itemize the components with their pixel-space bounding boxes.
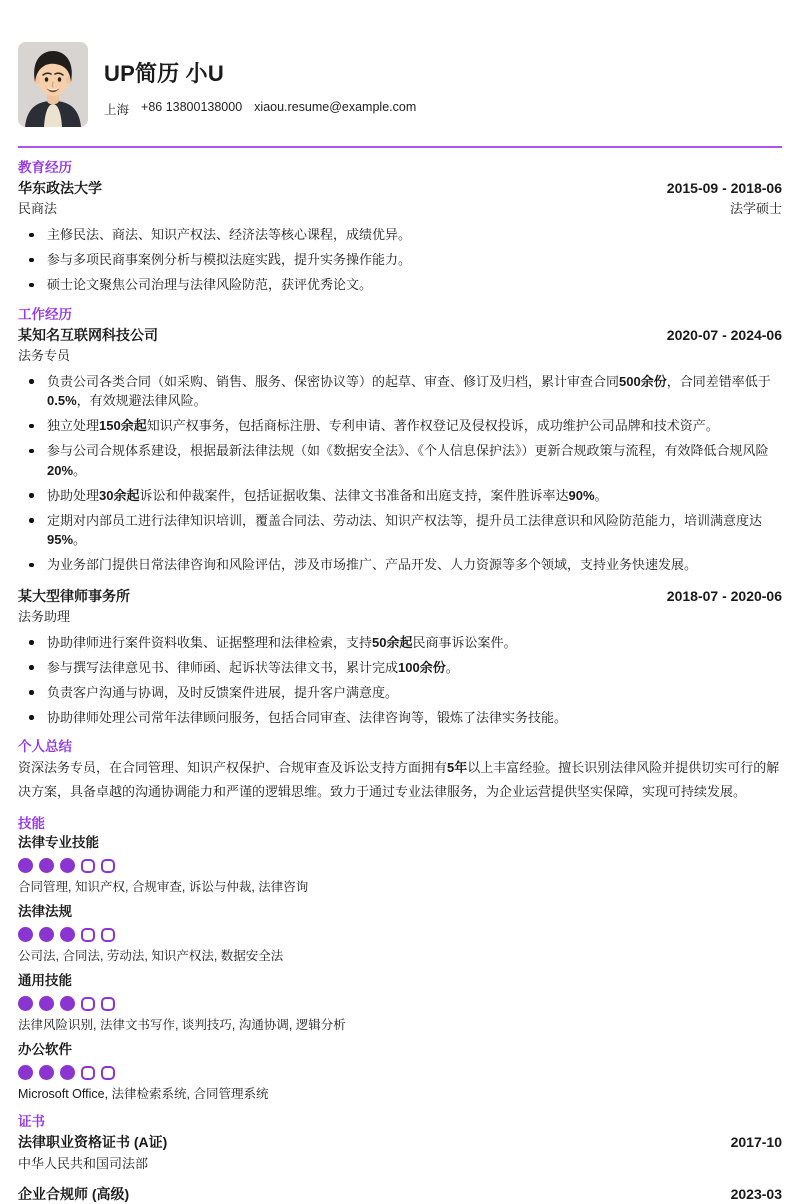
bullet-item: 主修民法、商法、知识产权法、经济法等核心课程，成绩优异。 bbox=[18, 225, 782, 245]
skill-group bbox=[18, 903, 782, 964]
skill-dot-filled-icon bbox=[60, 996, 75, 1011]
location-text: 上海 bbox=[104, 103, 130, 117]
skill-level-dots bbox=[18, 858, 782, 873]
avatar bbox=[18, 42, 88, 127]
skill-dot-filled-icon bbox=[60, 858, 75, 873]
skill-dot-filled-icon bbox=[18, 927, 33, 942]
bullet-item: 独立处理150余起知识产权事务，包括商标注册、专利申请、著作权登记及侵权投诉，成功维护公司品牌和技术资产。 bbox=[18, 416, 782, 436]
skill-group bbox=[18, 972, 782, 1033]
bullet-item: 协助律师处理公司常年法律顾问服务，包括合同审查、法律咨询等，锻炼了法律实务技能。 bbox=[18, 708, 782, 728]
skill-dot-filled-icon bbox=[60, 927, 75, 942]
skill-dot-empty-icon bbox=[81, 1066, 95, 1080]
skill-dot-empty-icon bbox=[81, 928, 95, 942]
section-skills bbox=[18, 815, 782, 1102]
bullet-item: 为业务部门提供日常法律咨询和风险评估，涉及市场推广、产品开发、人力资源等多个领域，支持业务快速发展。 bbox=[18, 555, 782, 575]
certificate-issuer: 中华人民共和国司法部 bbox=[18, 1156, 149, 1171]
skill-dot-empty-icon bbox=[101, 859, 115, 873]
section-summary bbox=[18, 738, 782, 804]
bullet-item: 负责客户沟通与协调，及时反馈案件进展，提升客户满意度。 bbox=[18, 683, 782, 703]
skill-dot-filled-icon bbox=[60, 1065, 75, 1080]
skill-dot-empty-icon bbox=[81, 859, 95, 873]
skill-group bbox=[18, 834, 782, 895]
section-title-skills: 技能 bbox=[18, 816, 45, 831]
bullet-item: 负责公司各类合同（如采购、销售、服务、保密协议等）的起草、审查、修订及归档，累计审查合同500余份，合同差错率低于0.5%，有效规避法律风险。 bbox=[18, 372, 782, 411]
skill-items: 合同管理, 知识产权, 合规审查, 诉讼与仲裁, 法律咨询 bbox=[18, 880, 309, 894]
skill-dot-filled-icon bbox=[18, 858, 33, 873]
education-date: 2015-09 - 2018-06 bbox=[666, 180, 782, 196]
skill-dot-empty-icon bbox=[101, 997, 115, 1011]
work-entry bbox=[18, 587, 782, 728]
job-title: 法务专员 bbox=[18, 347, 71, 363]
bullet-item: 硕士论文聚焦公司治理与法律风险防范，获评优秀论文。 bbox=[18, 275, 782, 295]
work-date: 2020-07 - 2024-06 bbox=[666, 326, 782, 343]
skill-dot-filled-icon bbox=[39, 858, 54, 873]
skill-dot-empty-icon bbox=[81, 997, 95, 1011]
skill-group-name: 法律法规 bbox=[18, 904, 72, 919]
section-title-education: 教育经历 bbox=[18, 160, 72, 175]
bullet-item: 参与多项民商事案例分析与模拟法庭实践，提升实务操作能力。 bbox=[18, 250, 782, 270]
bullet-item: 参与公司合规体系建设，根据最新法律法规（如《数据安全法》、《个人信息保护法》）更新合规政策与流程，有效降低合规风险20%。 bbox=[18, 441, 782, 480]
section-certificates bbox=[18, 1113, 782, 1204]
contact-line bbox=[104, 100, 416, 118]
summary-text: 资深法务专员，在合同管理、知识产权保护、合规审查及诉讼支持方面拥有5年以上丰富经验。擅长识别法律风险并提供切实可行的解决方案，具备卓越的沟通协调能力和严谨的逻辑思维。致力于通过专业法律服务，为企业运营提供坚实保障，实现可持续发展。 bbox=[18, 760, 780, 799]
certificate-name: 法律职业资格证书 (A证) bbox=[18, 1134, 168, 1150]
bullet-item: 协助处理30余起诉讼和仲裁案件，包括证据收集、法律文书准备和出庭支持，案件胜诉率达90%。 bbox=[18, 486, 782, 506]
certificate-name: 企业合规师 (高级) bbox=[18, 1186, 130, 1202]
section-work bbox=[18, 306, 782, 728]
bullet-item: 协助律师进行案件资料收集、证据整理和法律检索，支持50余起民商事诉讼案件。 bbox=[18, 633, 782, 653]
candidate-name: UP简历 小U bbox=[104, 61, 224, 86]
certificate-date: 2017-10 bbox=[730, 1134, 782, 1150]
bullet-item: 定期对内部员工进行法律知识培训，覆盖合同法、劳动法、知识产权法等，提升员工法律意识和风险防范能力，培训满意度达95%。 bbox=[18, 511, 782, 550]
skill-dot-empty-icon bbox=[101, 928, 115, 942]
work-date: 2018-07 - 2020-06 bbox=[666, 587, 782, 604]
job-title: 法务助理 bbox=[18, 608, 71, 624]
skill-dot-filled-icon bbox=[39, 1065, 54, 1080]
company-name: 某大型律师事务所 bbox=[18, 587, 130, 604]
certificate-date: 2023-03 bbox=[730, 1186, 782, 1202]
work-entry bbox=[18, 326, 782, 575]
section-title-summary: 个人总结 bbox=[18, 739, 72, 754]
skill-group-name: 办公软件 bbox=[18, 1042, 72, 1057]
portrait-photo-icon bbox=[18, 42, 88, 127]
skill-dot-empty-icon bbox=[101, 1066, 115, 1080]
company-name: 某知名互联网科技公司 bbox=[18, 326, 158, 343]
degree-text: 法学硕士 bbox=[729, 201, 782, 216]
skill-dot-filled-icon bbox=[39, 996, 54, 1011]
section-title-work: 工作经历 bbox=[18, 306, 72, 322]
header-text bbox=[104, 42, 416, 118]
skill-level-dots bbox=[18, 1065, 782, 1080]
major-text: 民商法 bbox=[18, 201, 58, 216]
skill-level-dots bbox=[18, 927, 782, 942]
skill-items: 法律风险识别, 法律文书写作, 谈判技巧, 沟通协调, 逻辑分析 bbox=[18, 1018, 346, 1032]
education-entry bbox=[18, 179, 782, 295]
certificate-entry bbox=[18, 1133, 782, 1173]
skill-level-dots bbox=[18, 996, 782, 1011]
certificate-entry bbox=[18, 1185, 782, 1204]
skill-dot-filled-icon bbox=[18, 996, 33, 1011]
skill-dot-filled-icon bbox=[39, 927, 54, 942]
skill-group-name: 法律专业技能 bbox=[18, 835, 99, 850]
section-title-certificates: 证书 bbox=[18, 1114, 45, 1129]
skill-items: Microsoft Office, 法律检索系统, 合同管理系统 bbox=[18, 1087, 269, 1101]
section-education bbox=[18, 159, 782, 295]
resume-header bbox=[18, 42, 782, 127]
skill-dot-filled-icon bbox=[18, 1065, 33, 1080]
education-bullets bbox=[18, 225, 782, 295]
work-bullets bbox=[18, 372, 782, 575]
header-divider bbox=[18, 146, 782, 148]
bullet-item: 参与撰写法律意见书、律师函、起诉状等法律文书，累计完成100余份。 bbox=[18, 658, 782, 678]
skill-items: 公司法, 合同法, 劳动法, 知识产权法, 数据安全法 bbox=[18, 949, 284, 963]
school-name: 华东政法大学 bbox=[18, 180, 102, 196]
phone-text: +86 13800138000 bbox=[141, 100, 243, 114]
skill-group-name: 通用技能 bbox=[18, 973, 72, 988]
email-text: xiaou.resume@example.com bbox=[254, 100, 417, 114]
skill-group bbox=[18, 1041, 782, 1102]
work-bullets bbox=[18, 633, 782, 728]
